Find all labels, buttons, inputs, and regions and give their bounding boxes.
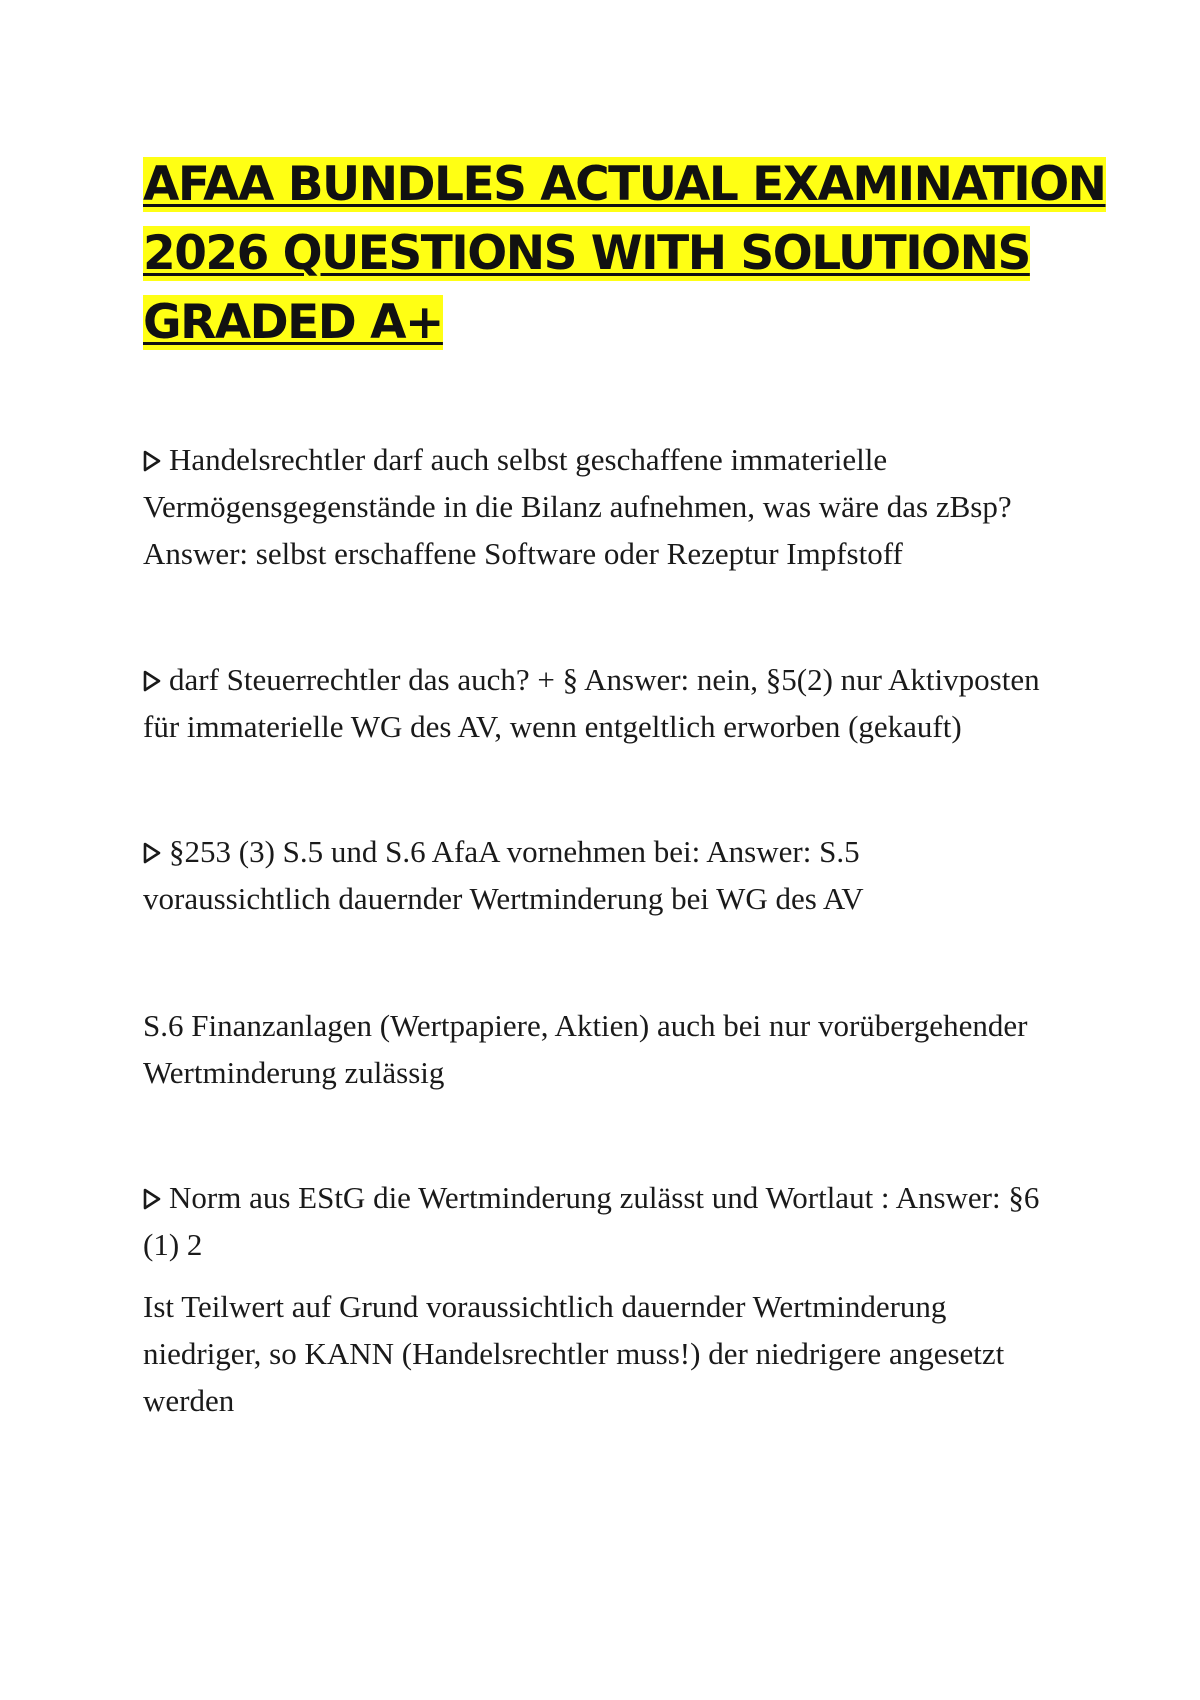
- title-line-2: 2026 QUESTIONS WITH SOLUTIONS: [143, 226, 1030, 281]
- qa-block-6: Ist Teilwert auf Grund voraussichtlich dauernder Wertminderung niedriger, so KANN (Handelsrechtler muss!) der niedrigere angesetzt werden: [143, 1289, 1005, 1418]
- arrow-bullet-icon: [143, 670, 161, 692]
- title-line-3: GRADED A+: [143, 295, 443, 350]
- qa-block-4: S.6 Finanzanlagen (Wertpapiere, Aktien) auch bei nur vorübergehender Wertminderung zulässig: [143, 1008, 1028, 1090]
- title-line-1: AFAA BUNDLES ACTUAL EXAMINATION: [143, 157, 1106, 212]
- document-title: [143, 150, 1106, 357]
- qa-block-1: Handelsrechtler darf auch selbst geschaffene immaterielle Vermögensgegenstände in die Bilanz aufnehmen, was wäre das zBsp? Answer: selbst erschaffene Software oder Rezeptur Impfstoff: [143, 442, 1012, 571]
- qa-block-5: Norm aus EStG die Wertminderung zulässt und Wortlaut : Answer: §6 (1) 2: [143, 1180, 1040, 1262]
- arrow-bullet-icon: [143, 450, 161, 472]
- qa-block-3: §253 (3) S.5 und S.6 AfaA vornehmen bei: Answer: S.5 voraussichtlich dauernder Wertminderung bei WG des AV: [143, 834, 864, 916]
- arrow-bullet-icon: [143, 1188, 161, 1210]
- arrow-bullet-icon: [143, 842, 161, 864]
- qa-block-2: darf Steuerrechtler das auch? + § Answer: nein, §5(2) nur Aktivposten für immaterielle WG des AV, wenn entgeltlich erworben (gekauft): [143, 662, 1040, 744]
